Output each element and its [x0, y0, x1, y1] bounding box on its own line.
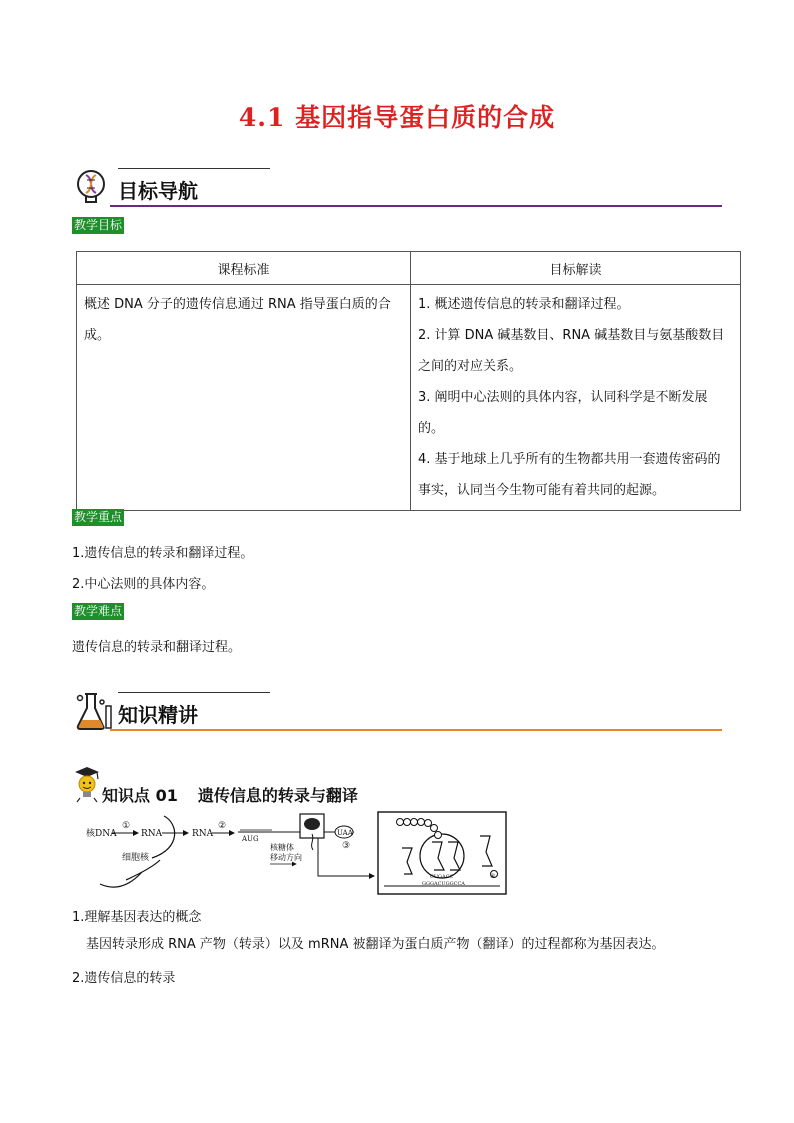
- label-rna: RNA: [141, 829, 163, 839]
- section-header-knowledge: [72, 690, 722, 734]
- section-title: 知识精讲: [118, 703, 198, 727]
- badge-key-points: 教学重点: [74, 510, 123, 524]
- list-item: 4. 基于地球上几乎所有的生物都共用一套遗传密码的事实，认同当今生物可能有着共同的起源。: [418, 452, 721, 498]
- page-title: 4.1 基因指导蛋白质的合成: [238, 103, 556, 132]
- content-paragraph: 基因转录形成 RNA 产物（转录）以及 mRNA 被翻译为蛋白质产物（翻译）的过程都称为基因表达。: [86, 937, 665, 952]
- key-point-item: 2.中心法则的具体内容。: [72, 577, 215, 592]
- label-rna: RNA: [192, 829, 214, 839]
- label-dna: 核DNA: [86, 829, 117, 839]
- anticodon-seq: CUGACC: [430, 874, 454, 880]
- ribosome-label: 核糖体: [270, 843, 294, 852]
- direction-label: 移动方向: [270, 853, 302, 862]
- transcription-translation-diagram: [82, 808, 512, 900]
- badge-objectives: 教学目标: [74, 218, 123, 232]
- section-title: 目标导航: [118, 179, 198, 203]
- goals-table: [76, 251, 741, 511]
- step-label: ②: [218, 821, 227, 831]
- codon-stop: UAA: [337, 829, 353, 837]
- list-item: 3. 阐明中心法则的具体内容，认同科学是不断发展的。: [418, 390, 708, 436]
- section-divider: [110, 729, 722, 731]
- flask-icon: [72, 690, 114, 732]
- section-divider: [110, 205, 722, 207]
- key-point-item: 1.遗传信息的转录和翻译过程。: [72, 546, 254, 561]
- list-item: 1. 概述遗传信息的转录和翻译过程。: [418, 297, 630, 312]
- step-label: ④: [490, 873, 496, 880]
- dna-lightbulb-icon: [72, 166, 114, 208]
- difficulty-text: 遗传信息的转录和翻译过程。: [72, 640, 242, 655]
- step-label: ①: [122, 821, 131, 831]
- badge-difficulties: 教学难点: [74, 604, 123, 618]
- ribosome-icon: [304, 818, 320, 830]
- knowledge-point-number: 知识点 01: [102, 786, 178, 805]
- list-item: 2. 计算 DNA 碱基数目、RNA 碱基数目与氨基酸数目之间的对应关系。: [418, 328, 725, 374]
- table-header: 课程标准: [77, 252, 411, 285]
- knowledge-point-title: 遗传信息的转录与翻译: [197, 786, 358, 805]
- codon-start: AUG: [242, 835, 259, 843]
- table-cell-standard: 概述 DNA 分子的遗传信息通过 RNA 指导蛋白质的合成。: [77, 285, 411, 511]
- step-label: ③: [342, 841, 351, 851]
- table-cell-interpretation: [411, 285, 741, 511]
- mrna-seq: GGGACUGGCCA: [422, 881, 465, 887]
- table-header: 目标解读: [411, 252, 741, 285]
- knowledge-point-header: [72, 765, 472, 805]
- section-header-goals: [72, 166, 722, 210]
- graduate-bulb-icon: [72, 765, 102, 803]
- content-heading: 1.理解基因表达的概念: [72, 910, 202, 925]
- label-nucleus: 细胞核: [122, 853, 150, 863]
- content-heading: 2.遗传信息的转录: [72, 971, 176, 986]
